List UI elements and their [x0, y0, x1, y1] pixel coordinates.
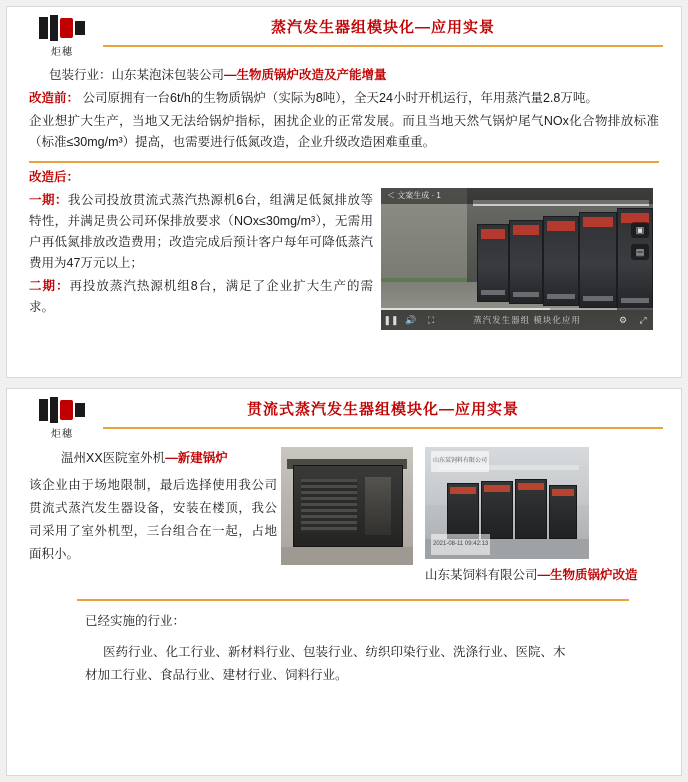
- after-text-column: [29, 188, 381, 318]
- phase-1-text: 我公司投放贯流式蒸汽热源机6台，组满足低氮排放等特性，并满足贵公司环保排放要求（NOx≤30mg/m³），无需用户再低氮排放改造费用；改造完成后预计客户每年可降低蒸汽费用为47万元以上；: [29, 193, 373, 270]
- photo-indoor-image: [425, 447, 589, 559]
- expand-icon[interactable]: ⤢: [639, 314, 647, 325]
- settings-icon[interactable]: ⚙: [618, 314, 628, 325]
- video-column: [381, 188, 659, 330]
- volume-icon[interactable]: 🔊: [405, 314, 417, 325]
- title-divider: [103, 45, 663, 47]
- photo-indoor-column: [425, 447, 638, 585]
- page-title-2: 贯流式蒸汽发生器组模块化—应用实景: [246, 401, 519, 418]
- slide-1-header: [7, 7, 681, 59]
- page-title: 蒸汽发生器组模块化—应用实景: [270, 19, 495, 36]
- slide-2-header: [7, 389, 681, 441]
- left-text-block: [29, 447, 277, 566]
- logo-text-2: 炬穗: [51, 429, 73, 440]
- before-text: 公司原拥有一台6t/h的生物质锅炉（实际为8吨），全天24小时开机运行，年用蒸汽量2.8万吨。: [82, 91, 598, 105]
- section-divider: [29, 161, 659, 163]
- photo-outdoor-image: [281, 447, 413, 565]
- phase-2-text: 再投放蒸汽热源机组8台，满足了企业扩大生产的需求。: [29, 279, 373, 314]
- photo-indoor-timestamp: 2021-08-11 09:42:13: [431, 534, 490, 555]
- slide-1: [6, 6, 682, 378]
- title-divider-2: [103, 427, 663, 429]
- company-logo-2: [29, 397, 95, 441]
- before-paragraph: [29, 88, 659, 109]
- caption-left-highlight: —新建锅炉: [165, 451, 228, 465]
- industries-line-2: 材加工行业、食品行业、建材行业、饲料行业。: [85, 668, 348, 682]
- before-text-2: 企业想扩大生产，当地又无法给锅炉指标，困扰企业的正常发展。而且当地天然气锅炉尾气NOx化合物排放标准（标准≤30mg/m³）提高，也需要进行低氮改造，企业升级改造困难重重。: [29, 114, 659, 149]
- camera-icon[interactable]: ▣: [631, 222, 649, 238]
- video-top-label: ＜ 文案生成 · 1: [381, 188, 653, 204]
- video-player[interactable]: [381, 188, 653, 330]
- before-label: 改造前：: [29, 91, 80, 105]
- slide-2-content-row: [29, 447, 659, 585]
- industries-title: 已经实施的行业：: [85, 614, 186, 628]
- slide-2-title-wrap: [103, 399, 663, 429]
- fullscreen-icon[interactable]: ⛶: [427, 314, 435, 325]
- intro-line: [49, 65, 659, 86]
- video-controls[interactable]: [381, 310, 653, 330]
- after-content-row: [29, 188, 659, 330]
- caption-left: [61, 447, 277, 470]
- logo-mark-icon-2: [39, 397, 85, 423]
- phase-2-label: 二期：: [29, 279, 70, 293]
- before-paragraph-2: [29, 111, 659, 153]
- intro-highlight: —生物质锅炉改造及产能增量: [224, 68, 387, 82]
- intro-prefix: 包装行业：山东某泡沫包装公司: [49, 68, 225, 82]
- photo-outdoor: [281, 447, 413, 565]
- phase-1-label: 一期：: [29, 193, 68, 207]
- pause-icon[interactable]: ❚❚: [383, 314, 399, 325]
- left-paragraph: 该企业由于场地限制，最后选择使用我公司贯流式蒸汽发生器设备，安装在楼顶，我公司采用了室外机型，三台组合在一起，占地面积小。: [29, 478, 277, 561]
- slide-1-body: [7, 65, 681, 330]
- after-label: 改造后：: [29, 170, 80, 184]
- caption-left-prefix: 温州XX医院室外机: [61, 451, 166, 465]
- industries-line-1: 医药行业、化工行业、新材料行业、包装行业、纺织印染行业、洗涤行业、医院、木: [103, 645, 566, 659]
- clip-icon[interactable]: ▤: [631, 244, 649, 260]
- video-side-buttons[interactable]: [631, 222, 649, 260]
- caption-right-prefix: 山东某饲料有限公司: [425, 568, 538, 582]
- caption-right-highlight: —生物质锅炉改造: [537, 568, 638, 582]
- logo-mark-icon: [39, 15, 85, 41]
- phase-1-paragraph: [29, 190, 373, 274]
- caption-right: [425, 565, 638, 585]
- slide-1-title-wrap: [103, 17, 663, 47]
- slide-2: [6, 388, 682, 776]
- industries-divider: [77, 599, 629, 601]
- company-logo: [29, 15, 95, 59]
- logo-text: 炬穗: [51, 47, 73, 58]
- slide-2-body: [7, 447, 681, 686]
- after-label-line: [29, 167, 659, 188]
- phase-2-paragraph: [29, 276, 373, 318]
- photo-indoor-tag: 山东某饲料有限公司: [431, 451, 489, 472]
- video-watermark: 蒸汽发生器组 模块化应用: [473, 314, 581, 325]
